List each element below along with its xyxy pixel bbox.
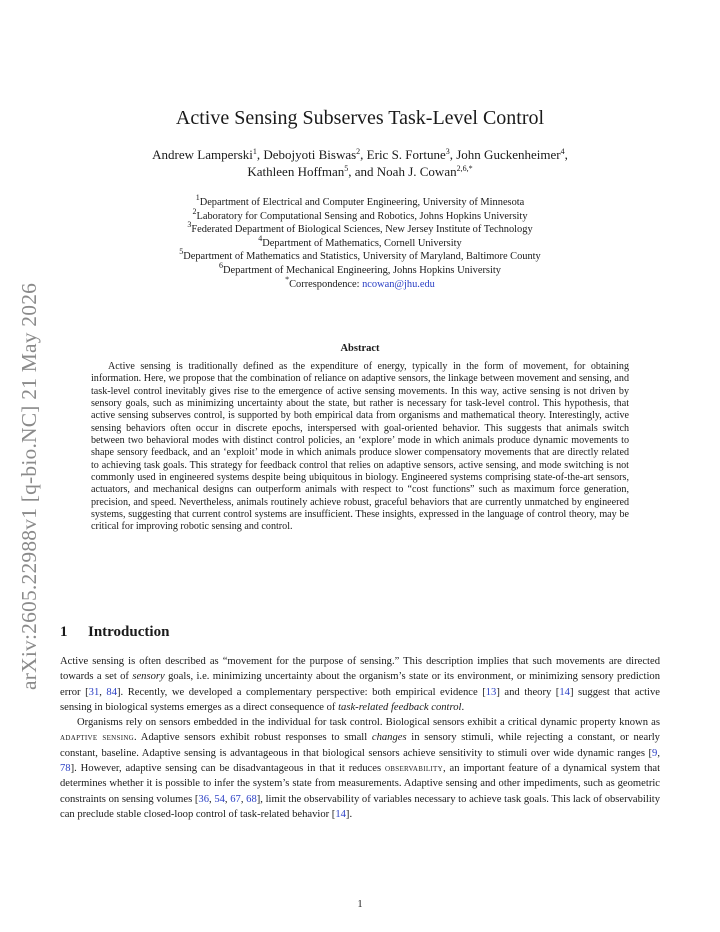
text-run: in sensory stimuli, while rejecting a constant, or nearly constant, baseline. Adaptive sensing is advantageous in that biological sensors achieve sensitivity to stimuli over wide dynamic ranges [	[60, 732, 660, 759]
affiliation-line	[60, 247, 660, 264]
text-run: ]. Recently, we developed a complementary perspective: both empirical evidence [	[117, 686, 486, 698]
author-name: Eric S. Fortune	[366, 147, 446, 162]
citation-link[interactable]: 9	[652, 747, 658, 759]
affiliation-line	[60, 220, 660, 237]
page-number: 1	[357, 899, 363, 910]
text-run: Active sensing is often described as “movement for the purpose of sensing.” This description implies that such movements are directed towards a set of	[60, 656, 660, 683]
affiliation-line	[60, 206, 660, 224]
citation-link[interactable]: 54	[214, 793, 225, 805]
abstract-heading: Abstract	[340, 343, 380, 354]
text-run: ]. However, adaptive sensing can be disadvantageous in that it reduces	[70, 763, 385, 775]
affiliation-line	[60, 260, 660, 278]
section-body	[60, 654, 660, 822]
text-run: ] suggest that active sensing in biological systems emerges as a direct consequence of	[60, 686, 661, 713]
author-affil-mark: 4	[560, 147, 565, 156]
correspondence-label: Correspondence:	[289, 278, 363, 290]
affiliation-line	[60, 193, 660, 210]
text-run: goals, i.e. minimizing uncertainty about the organism’s state or its environment, or minimizing sensory prediction error [	[60, 671, 660, 698]
citation-separator: ,	[224, 793, 231, 805]
affiliation-text: Department of Mathematics and Statistics, University of Maryland, Baltimore County	[183, 251, 541, 263]
affiliation-mark: 2	[192, 206, 197, 216]
section-title: Introduction	[88, 624, 170, 640]
affiliation-text: Federated Department of Biological Sciences, New Jersey Institute of Technology	[191, 224, 533, 236]
text-run: . Adaptive sensors exhibit robust responses to small	[134, 732, 372, 744]
paper-title: Active Sensing Subserves Task-Level Control	[175, 107, 545, 129]
author-affil-mark: 3	[445, 147, 450, 156]
emphasis: sensory	[132, 671, 165, 683]
affiliation-text: Laboratory for Computational Sensing and Robotics, Johns Hopkins University	[196, 210, 528, 222]
small-caps-term: adaptive sensing	[60, 732, 135, 744]
correspondence-line	[60, 274, 660, 292]
citation-link[interactable]: 14	[335, 808, 346, 820]
author-affil-mark: 1	[252, 147, 257, 156]
author-name: Debojyoti Biswas	[263, 147, 357, 162]
citation-separator: ,	[240, 793, 247, 805]
affiliation-text: Department of Mathematics, Cornell University	[262, 237, 462, 249]
citation-separator: ,	[99, 686, 107, 698]
citation-link[interactable]: 31	[88, 686, 100, 698]
author-name: Andrew Lamperski	[152, 147, 253, 162]
emphasis: task-related feedback control	[338, 701, 462, 713]
affiliation-mark: 1	[195, 193, 200, 202]
citation-separator: ,	[209, 793, 215, 805]
affiliation-mark: 6	[219, 260, 224, 270]
affiliation-mark: 3	[187, 220, 192, 230]
emphasis: changes	[371, 732, 407, 744]
author-affil-mark: 2,6,*	[456, 164, 473, 173]
author-name: John Guckenheimer	[456, 147, 561, 162]
text-run: .	[461, 701, 465, 713]
section-number: 1	[60, 624, 68, 640]
affiliation-text: Department of Mechanical Engineering, Johns Hopkins University	[223, 264, 501, 276]
affiliation-list	[60, 193, 660, 291]
citation-link[interactable]: 84	[106, 686, 118, 698]
author-name: Noah J. Cowan	[376, 164, 457, 179]
correspondence-email-link[interactable]: ncowan@jhu.edu	[362, 278, 435, 290]
text-run: ], limit the observability of variables necessary to achieve task goals. This lack of observability can preclude stable closed-loop control of task-related behavior [	[60, 793, 661, 820]
text-run: , an important feature of a dynamical system that determines whether it is possible to infer the system’s state from measurements. Adaptive sensing and other impediments, such as geometric constraints on sensing volumes [	[60, 763, 661, 805]
text-run: ] and theory [	[496, 686, 560, 698]
author-list: Andrew Lamperski$^1$, Debojyoti Biswas$^2$, Eric S. Fortune$^3$, John Guckenheimer$^4$, Kathleen Hoffman$^5$, and Noah J. Cowan$^{2,6,*}$	[152, 147, 568, 179]
citation-link[interactable]: 68	[246, 793, 257, 805]
small-caps-term: observability	[384, 763, 443, 775]
citation-separator: ,	[657, 747, 660, 759]
paragraph	[60, 715, 660, 822]
author-conjunction: and	[354, 164, 377, 179]
affiliation-mark: 4	[258, 233, 263, 243]
citation-link[interactable]: 78	[60, 763, 71, 775]
text-run: Organisms rely on sensors embedded in the individual for task control. Biological sensors exhibit a critical dynamic property known as	[77, 717, 660, 729]
citation-link[interactable]: 13	[485, 686, 497, 698]
author-name: Kathleen Hoffman	[247, 164, 345, 179]
affiliation-text: Department of Electrical and Computer Engineering, University of Minnesota	[199, 197, 525, 208]
citation-link[interactable]: 14	[559, 686, 570, 698]
author-affil-mark: 5	[344, 164, 349, 173]
affiliation-line	[60, 233, 660, 251]
section-heading	[60, 622, 660, 642]
correspondence-mark: *	[285, 274, 290, 284]
author-affil-mark: 2	[356, 147, 361, 156]
abstract-text: Active sensing is traditionally defined as the expenditure of energy, typically in the form of movement, for obtaining information. Here, we propose that the combination of reliance on adaptive sensors, the linkage between movement and sensing, and task-level control inevitably gives rise to the emergence of active sensing movements. In this way, active sensing is not driven by sensory goals, such as minimizing uncertainty about the state, but rather is necessary for task-level control. This hypothesis, that active sensing subserves control, is supported by both empirical data from organisms and mathematical theory. Interestingly, active sensing behaviors often occur in discrete epochs, interspersed with goal-oriented behavior. This suggests that animals switch between two behavioral modes with distinct control policies, an ‘explore’ mode in which animals produce dynamic movements to shape sensory feedback, and an ‘exploit’ mode in which animals produce slower compensatory movements that are directly related to achieving task goals. This strategy for feedback control that relies on adaptive sensors, active sensing, and mode switching is not commonly used in engineered systems despite being ubiquitous in biology. Engineered systems comprising state-of-the-art sensors, actuators, and mechanical designs can outperform animals with respect to “cost functions” such as maximum force generation, precision, and speed. Nevertheless, animals routinely achieve robust, graceful behaviors that are currently unmatched by engineered systems, suggesting that current control systems are insufficient. These insights, expressed in the language of control theory, may be critical for improving robotic sensing and control.	[91, 361, 629, 533]
arxiv-stamp: arXiv:2605.22988v1 [q-bio.NC] 21 May 2026	[17, 282, 41, 690]
paragraph	[60, 654, 660, 715]
citation-link[interactable]: 67	[230, 793, 241, 805]
affiliation-mark: 5	[179, 247, 184, 257]
text-run: ].	[345, 808, 353, 820]
citation-link[interactable]: 36	[198, 793, 209, 805]
